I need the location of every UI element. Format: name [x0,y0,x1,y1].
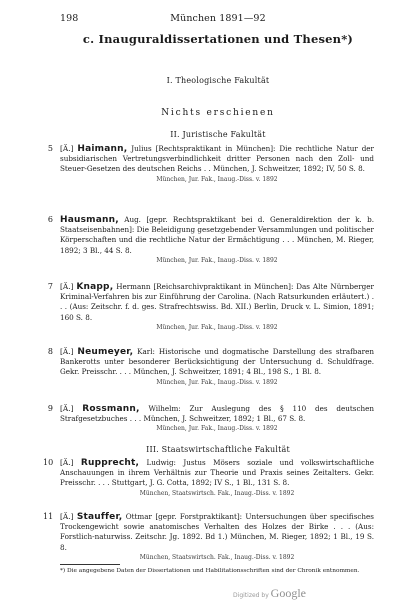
entry-source: München, Jur. Fak., Inaug.-Diss. v. 1892 [156,378,278,386]
author-name: Haimann, [77,144,128,154]
entry-text: Ottmar [gepr. Forstpraktikant]: Untersuchungen über specifisches Trockengewicht sowie anatomisches Verhalten des Holzes der Birke . . . (Aus: Forstlich-naturwiss. Zeitschr. Jg. 1892. Bd 1.) München, M. Rieger, 1892; 1 Bl., 19 S. 8. [60,512,374,552]
entry-number: 5 [47,144,53,153]
entry-source: München, Jur. Fak., Inaug.-Diss. v. 1892 [156,323,278,331]
entry-mark: [Ä.] [60,144,74,153]
footnote: *) Die angegebene Daten der Dissertationen und Habilitationsschriften sind der Chronik entnommen. [60,568,360,574]
google-logo-text: Google [270,586,306,600]
author-name: Hausmann, [60,215,119,225]
running-head [60,13,376,25]
entry-text: Julius [Rechtspraktikant in München]: Die rechtliche Natur der subsidiarischen Vertretungsverbindlichkeit dritter Personen nach den Zoll- und Steuer-Gesetzen des deutschen Reichs . . München, J. Schweitzer, 1892; IV, 50 S. 8. [60,144,374,174]
author-name: Rossmann, [82,404,140,414]
entry-source: München, Jur. Fak., Inaug.-Diss. v. 1892 [156,175,278,183]
entry-source: München, Staatswirtsch. Fak., Inaug.-Diss. v. 1892 [139,553,295,561]
entry-source: München, Staatswirtsch. Fak., Inaug.-Diss. v. 1892 [139,489,295,497]
author-name: Rupprecht, [80,458,140,468]
entry-number: 6 [47,215,53,224]
entry-mark: [Ä.] [60,347,74,356]
entry-number: 7 [47,282,53,291]
entry-mark: [Ä.] [60,282,74,291]
watermark-prefix: Digitized by [233,592,269,599]
entry-source: München, Jur. Fak., Inaug.-Diss. v. 1892 [156,425,278,433]
entry [43,458,374,498]
entry-mark: [Ä.] [60,404,74,413]
entry-number: 10 [43,458,54,467]
entry-text: Wilhelm: Zur Auslegung des § 110 des deutschen Strafgesetzbuches . . . München, J. Schweitzer, 1892; 1 Bl., 67 S. 8. [60,404,374,424]
nothing-published-note: Nichts erschienen [161,108,275,118]
author-name: Stauffer, [76,512,123,522]
entry-mark: [Ä.] [60,512,74,521]
entry-text: Hermann [Reichsarchivpraktikant in München]: Das Alte Nürnberger Kriminal-Verfahren bis zur Einführung der Carolina. (Nach Ratsurkunden erläutert.) . . . (Aus: Zeitschr. f. d. ges. Strafrechtswiss. Bd. XII.) Berlin, Druck v. L. Simion, 1891; 160 S. 8. [60,282,374,322]
faculty-heading-theology: I. Theologische Fakultät [166,76,270,85]
entry-number: 11 [43,512,54,521]
entry [43,512,374,562]
page-number: 198 [60,13,79,24]
entry-number: 9 [47,404,53,413]
faculty-heading-political-economy: III. Staatswirtschaftliche Fakultät [146,445,290,454]
author-name: Neumeyer, [77,347,134,357]
running-title: München 1891—92 [170,13,266,24]
entry [47,347,374,387]
author-name: Knapp, [76,282,114,292]
entry [47,404,374,433]
digitization-watermark [233,586,306,601]
entry-source: München, Jur. Fak., Inaug.-Diss. v. 1892 [156,256,278,264]
entry-text: Karl: Historische und dogmatische Darstellung des strafbaren Bankerotts unter besonderer Berücksichtigung der Untersuchung d. Schuldfrage. Gekr. Preisschr. . . . München, J. Schweitzer, 1891; 4 Bl., 198 S., 1 Bl. 8. [60,347,374,377]
entry [47,282,374,332]
entry-mark: [Ä.] [60,458,74,467]
entry [47,215,374,265]
entry-text: Ludwig: Justus Mösers soziale und volkswirtschaftliche Anschauungen in ihrem Verhältnis zur Theorie und Praxis seines Zeitalters. Gekr. Preisschr. . . . Stuttgart, J. G. Cotta, 1892; IV S., 1 Bl., 131 S. 8. [60,458,374,488]
entry [47,144,374,184]
entry-text: Aug. [gepr. Rechtspraktikant bei d. Generaldirektion der k. b. Staatseisenbahnen]: Die Beleidigung gesetzgebender Versammlungen und politischer Körperschaften und die rechtliche Natur der Ermächtigung . . . München, M. Rieger, 1892; 3 Bl., 44 S. 8. [60,215,374,255]
faculty-heading-law: II. Juristische Fakultät [170,130,266,139]
section-title: c. Inauguraldissertationen und Thesen*) [82,32,354,46]
entry-number: 8 [47,347,53,356]
footnote-rule [60,564,120,565]
